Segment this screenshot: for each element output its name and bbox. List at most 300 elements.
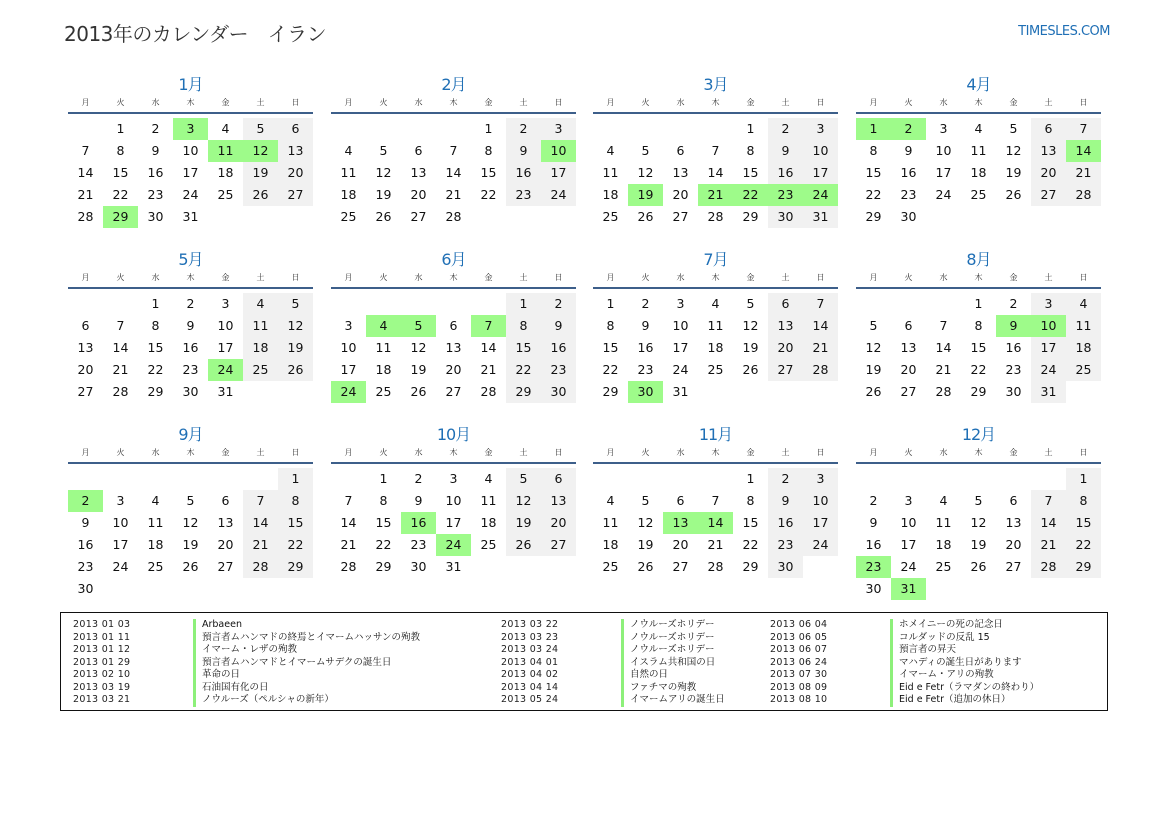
calendar-day: 6 (768, 293, 803, 315)
calendar-day: 14 (707, 165, 724, 180)
calendar-day: 30 (768, 556, 803, 578)
calendar-day: 16 (900, 165, 917, 180)
calendar-day: 28 (480, 384, 497, 399)
calendar-day: 7 (803, 293, 838, 315)
brand-link[interactable]: TIMESLES.COM (1018, 24, 1110, 39)
calendar-day: 30 (147, 209, 164, 224)
calendar-day: 20 (541, 512, 576, 534)
calendar-day: 6 (221, 493, 230, 508)
weekday-label: 月 (81, 273, 90, 282)
calendar-day: 30 (768, 206, 803, 228)
calendar-day: 17 (1031, 337, 1066, 359)
holiday-entry (73, 632, 420, 645)
holiday-date: 2013 03 21 (73, 694, 131, 705)
weekday-label: 木 (711, 448, 720, 457)
empty-cell (628, 468, 663, 490)
calendar-day: 9 (541, 315, 576, 337)
calendar-day: 30 (410, 559, 427, 574)
calendar-day: 3 (449, 471, 458, 486)
weekday-header (593, 446, 838, 464)
holiday-day: 24 (803, 184, 838, 206)
calendar-day: 7 (81, 143, 90, 158)
calendar-day: 6 (278, 118, 313, 140)
empty-cell (593, 468, 628, 490)
holiday-day: 24 (436, 534, 471, 556)
calendar-day: 22 (1066, 534, 1101, 556)
weekday-label: 火 (379, 448, 388, 457)
calendar-day: 3 (939, 121, 948, 136)
calendar-day: 8 (278, 490, 313, 512)
weekday-label: 火 (641, 273, 650, 282)
calendar-day: 24 (672, 362, 689, 377)
calendar-day: 6 (81, 318, 90, 333)
calendar-day: 27 (1005, 559, 1022, 574)
calendar-day: 7 (711, 493, 720, 508)
holiday-day: 4 (366, 315, 401, 337)
calendar-day: 30 (541, 381, 576, 403)
holiday-day: 11 (208, 140, 243, 162)
calendar-day: 14 (480, 340, 497, 355)
calendar-day: 26 (506, 534, 541, 556)
holiday-day: 14 (698, 512, 733, 534)
month-name: 10月 (436, 425, 471, 444)
weekday-label: 木 (186, 98, 195, 107)
calendar-day: 2 (541, 293, 576, 315)
calendar-day: 10 (217, 318, 234, 333)
calendar-day: 21 (1066, 162, 1101, 184)
weekday-label: 金 (1009, 448, 1018, 457)
calendar-day: 10 (182, 143, 199, 158)
calendar-day: 9 (414, 493, 423, 508)
weekday-label: 土 (519, 98, 528, 107)
calendar-day: 2 (186, 296, 195, 311)
weekday-label: 木 (449, 448, 458, 457)
calendar-day: 15 (1066, 512, 1101, 534)
calendar-day: 8 (606, 318, 615, 333)
calendar-day: 19 (970, 537, 987, 552)
holiday-entry (73, 682, 420, 695)
empty-cell (663, 118, 698, 140)
calendar-day: 6 (676, 143, 685, 158)
month-block (68, 424, 313, 600)
holiday-name: 革命の日 (193, 669, 240, 682)
calendar-day: 7 (344, 493, 353, 508)
weekday-label: 水 (414, 273, 423, 282)
calendar-day: 11 (602, 165, 619, 180)
calendar-day: 5 (869, 318, 878, 333)
holiday-name: Eid e Fetr（追加の休日） (890, 694, 1010, 707)
calendar-day: 27 (900, 384, 917, 399)
calendar-day: 18 (935, 537, 952, 552)
calendar-day: 28 (1066, 184, 1101, 206)
calendar-day: 13 (768, 315, 803, 337)
calendar-day: 3 (221, 296, 230, 311)
calendar-day: 25 (147, 559, 164, 574)
calendar-day: 29 (865, 209, 882, 224)
calendar-day: 27 (672, 209, 689, 224)
calendar-day: 19 (506, 512, 541, 534)
weekday-label: 月 (344, 98, 353, 107)
calendar-day: 2 (869, 493, 878, 508)
calendar-day: 1 (484, 121, 493, 136)
holiday-entry (770, 682, 1039, 695)
holiday-entry (73, 694, 420, 707)
calendar-day: 4 (221, 121, 230, 136)
weekday-label: 水 (151, 98, 160, 107)
calendar-day: 3 (541, 118, 576, 140)
weekday-label: 木 (974, 98, 983, 107)
empty-cell (436, 293, 471, 315)
calendar-day: 10 (672, 318, 689, 333)
calendar-day: 19 (243, 162, 278, 184)
weekday-label: 日 (1079, 273, 1088, 282)
calendar-day: 3 (1031, 293, 1066, 315)
calendar-day: 19 (742, 340, 759, 355)
weekday-label: 金 (746, 448, 755, 457)
holiday-date: 2013 04 02 (501, 669, 559, 680)
holiday-column (73, 619, 420, 707)
holiday-day: 10 (1031, 315, 1066, 337)
month-name: 3月 (703, 75, 728, 94)
calendar-day: 16 (1005, 340, 1022, 355)
calendar-day: 22 (602, 362, 619, 377)
calendar-day: 10 (803, 490, 838, 512)
weekday-label: 金 (1009, 98, 1018, 107)
calendar-day: 6 (449, 318, 458, 333)
weekday-label: 月 (81, 98, 90, 107)
calendar-day: 13 (77, 340, 94, 355)
calendar-day: 3 (344, 318, 353, 333)
calendar-day: 21 (77, 187, 94, 202)
calendar-day: 26 (1005, 187, 1022, 202)
weekday-label: 土 (256, 273, 265, 282)
calendar-day: 27 (541, 534, 576, 556)
calendar-day: 11 (243, 315, 278, 337)
calendar-day: 22 (865, 187, 882, 202)
day-grid (593, 118, 838, 228)
calendar-day: 18 (707, 340, 724, 355)
calendar-day: 13 (541, 490, 576, 512)
holiday-day: 19 (628, 184, 663, 206)
weekday-label: 火 (116, 273, 125, 282)
calendar-day: 28 (77, 209, 94, 224)
empty-cell (366, 293, 401, 315)
calendar-day: 22 (506, 359, 541, 381)
calendar-day: 26 (410, 384, 427, 399)
calendar-day: 7 (1031, 490, 1066, 512)
holiday-name: Arbaeen (193, 619, 242, 632)
holiday-date: 2013 02 10 (73, 669, 131, 680)
calendar-day: 10 (445, 493, 462, 508)
month-name: 5月 (178, 250, 203, 269)
calendar-day: 20 (77, 362, 94, 377)
calendar-day: 25 (602, 209, 619, 224)
calendar-day: 18 (1066, 337, 1101, 359)
calendar-day: 11 (935, 515, 952, 530)
holiday-day: 31 (891, 578, 926, 600)
calendar-day: 4 (1066, 293, 1101, 315)
calendar-day: 10 (935, 143, 952, 158)
day-grid (856, 293, 1101, 403)
calendar-day: 21 (935, 362, 952, 377)
weekday-label: 日 (816, 273, 825, 282)
holiday-day: 23 (768, 184, 803, 206)
calendar-day: 18 (602, 537, 619, 552)
weekday-header (856, 271, 1101, 289)
weekday-header (856, 96, 1101, 114)
weekday-label: 木 (974, 273, 983, 282)
calendar-day: 30 (182, 384, 199, 399)
calendar-day: 7 (711, 143, 720, 158)
weekday-label: 木 (974, 448, 983, 457)
weekday-header (331, 96, 576, 114)
calendar-day: 3 (904, 493, 913, 508)
calendar-day: 18 (970, 165, 987, 180)
weekday-label: 日 (291, 448, 300, 457)
calendar-day: 15 (375, 515, 392, 530)
holiday-name: イマームアリの誕生日 (621, 694, 725, 707)
weekday-label: 火 (904, 273, 913, 282)
calendar-day: 4 (484, 471, 493, 486)
calendar-day: 26 (375, 209, 392, 224)
holiday-name: ホメイニーの死の記念日 (890, 619, 1003, 632)
calendar-day: 29 (970, 384, 987, 399)
calendar-day: 30 (77, 581, 94, 596)
calendar-day: 9 (506, 140, 541, 162)
calendar-day: 11 (970, 143, 987, 158)
holiday-day: 12 (243, 140, 278, 162)
holiday-day: 24 (208, 359, 243, 381)
calendar-day: 22 (742, 537, 759, 552)
holiday-day: 2 (68, 490, 103, 512)
holiday-list (60, 612, 1108, 711)
holiday-day: 5 (401, 315, 436, 337)
empty-cell (856, 293, 891, 315)
calendar-day: 27 (672, 559, 689, 574)
calendar-day: 30 (1005, 384, 1022, 399)
holiday-name: ノウルーズホリデー (621, 644, 715, 657)
calendar-day: 18 (340, 187, 357, 202)
calendar-day: 16 (506, 162, 541, 184)
calendar-day: 7 (939, 318, 948, 333)
month-block (68, 74, 313, 228)
calendar-day: 4 (151, 493, 160, 508)
calendar-day: 11 (340, 165, 357, 180)
calendar-day: 17 (217, 340, 234, 355)
holiday-entry (770, 632, 1039, 645)
holiday-name: イマーム・レザの殉教 (193, 644, 297, 657)
holiday-date: 2013 03 19 (73, 681, 131, 693)
holiday-entry (770, 694, 1039, 707)
weekday-label: 月 (344, 448, 353, 457)
weekday-label: 火 (904, 448, 913, 457)
calendar-day: 25 (602, 559, 619, 574)
holiday-name: イマーム・アリの殉教 (890, 669, 994, 682)
calendar-day: 11 (707, 318, 724, 333)
holiday-name: ノウルーズホリデー (621, 632, 715, 645)
weekday-label: 金 (1009, 273, 1018, 282)
calendar-day: 6 (541, 468, 576, 490)
calendar-day: 15 (506, 337, 541, 359)
empty-cell (698, 118, 733, 140)
holiday-day: 23 (856, 556, 891, 578)
calendar-day: 19 (1005, 165, 1022, 180)
weekday-label: 月 (81, 448, 90, 457)
calendar-day: 1 (746, 471, 755, 486)
calendar-day: 17 (803, 162, 838, 184)
holiday-date: 2013 04 01 (501, 656, 559, 668)
month-name: 6月 (441, 250, 466, 269)
calendar-day: 5 (1009, 121, 1018, 136)
calendar-day: 9 (768, 140, 803, 162)
calendar-day: 16 (768, 162, 803, 184)
holiday-day: 29 (103, 206, 138, 228)
weekday-label: 日 (816, 98, 825, 107)
empty-cell (366, 118, 401, 140)
holiday-entry (501, 669, 725, 682)
weekday-label: 金 (221, 98, 230, 107)
calendar-day: 18 (217, 165, 234, 180)
weekday-label: 金 (746, 273, 755, 282)
holiday-date: 2013 08 10 (770, 694, 828, 705)
empty-cell (331, 118, 366, 140)
calendar-day: 12 (410, 340, 427, 355)
month-name: 11月 (698, 425, 733, 444)
calendar-day: 7 (116, 318, 125, 333)
calendar-day: 14 (803, 315, 838, 337)
month-name: 12月 (961, 425, 996, 444)
calendar-day: 21 (243, 534, 278, 556)
holiday-entry (73, 657, 420, 670)
calendar-day: 5 (186, 493, 195, 508)
calendar-day: 13 (1031, 140, 1066, 162)
calendar-day: 27 (1031, 184, 1066, 206)
weekday-label: 水 (939, 448, 948, 457)
calendar-day: 18 (480, 515, 497, 530)
holiday-name: コルダッドの反乱 15 (890, 632, 990, 645)
calendar-day: 17 (803, 512, 838, 534)
calendar-day: 5 (641, 143, 650, 158)
weekday-label: 月 (869, 448, 878, 457)
calendar-day: 26 (243, 184, 278, 206)
calendar-day: 17 (900, 537, 917, 552)
calendar-day: 8 (1066, 490, 1101, 512)
weekday-label: 土 (519, 448, 528, 457)
calendar-day: 31 (445, 559, 462, 574)
weekday-header (68, 446, 313, 464)
weekday-label: 木 (711, 273, 720, 282)
day-grid (68, 293, 313, 403)
calendar-day: 19 (637, 537, 654, 552)
calendar-day: 9 (768, 490, 803, 512)
weekday-label: 日 (554, 98, 563, 107)
calendar-day: 20 (672, 537, 689, 552)
calendar-day: 15 (742, 515, 759, 530)
weekday-label: 木 (186, 273, 195, 282)
empty-cell (331, 293, 366, 315)
calendar-day: 23 (410, 537, 427, 552)
holiday-entry (770, 669, 1039, 682)
weekday-header (68, 96, 313, 114)
calendar-day: 1 (506, 293, 541, 315)
day-grid (331, 293, 576, 403)
calendar-day: 28 (707, 209, 724, 224)
day-grid (331, 118, 576, 228)
empty-cell (926, 293, 961, 315)
calendar-day: 7 (449, 143, 458, 158)
empty-cell (663, 468, 698, 490)
holiday-day: 30 (628, 381, 663, 403)
weekday-label: 日 (1079, 448, 1088, 457)
calendar-day: 22 (147, 362, 164, 377)
weekday-label: 金 (484, 273, 493, 282)
calendar-day: 21 (480, 362, 497, 377)
calendar-day: 27 (445, 384, 462, 399)
calendar-day: 21 (707, 537, 724, 552)
calendar-day: 27 (278, 184, 313, 206)
calendar-day: 14 (77, 165, 94, 180)
calendar-day: 19 (410, 362, 427, 377)
holiday-day: 21 (698, 184, 733, 206)
weekday-label: 水 (414, 98, 423, 107)
calendar-day: 10 (803, 140, 838, 162)
calendar-day: 28 (112, 384, 129, 399)
calendar-day: 8 (116, 143, 125, 158)
holiday-date: 2013 07 30 (770, 669, 828, 680)
month-block (593, 424, 838, 578)
weekday-header (331, 271, 576, 289)
holiday-name: ノウルーズ（ペルシャの新年） (193, 694, 334, 707)
calendar-day: 16 (637, 340, 654, 355)
holiday-date: 2013 03 23 (501, 631, 559, 643)
holiday-date: 2013 01 03 (73, 619, 131, 630)
weekday-label: 水 (939, 98, 948, 107)
empty-cell (891, 468, 926, 490)
calendar-day: 13 (672, 165, 689, 180)
calendar-day: 29 (742, 559, 759, 574)
calendar-day: 13 (410, 165, 427, 180)
weekday-label: 火 (379, 98, 388, 107)
weekday-label: 火 (379, 273, 388, 282)
calendar-day: 10 (340, 340, 357, 355)
empty-cell (856, 468, 891, 490)
calendar-day: 21 (340, 537, 357, 552)
holiday-date: 2013 03 24 (501, 644, 559, 655)
calendar-day: 26 (637, 209, 654, 224)
holiday-date: 2013 01 12 (73, 644, 131, 655)
calendar-day: 3 (676, 296, 685, 311)
calendar-day: 2 (151, 121, 160, 136)
calendar-day: 27 (77, 384, 94, 399)
empty-cell (996, 468, 1031, 490)
weekday-label: 水 (676, 98, 685, 107)
calendar-day: 13 (217, 515, 234, 530)
holiday-name: ファチマの殉教 (621, 682, 696, 695)
calendar-day: 3 (116, 493, 125, 508)
holiday-date: 2013 05 24 (501, 694, 559, 705)
calendar-day: 28 (243, 556, 278, 578)
weekday-label: 月 (606, 273, 615, 282)
holiday-day: 16 (401, 512, 436, 534)
calendar-day: 25 (707, 362, 724, 377)
calendar-day: 2 (506, 118, 541, 140)
calendar-day: 29 (742, 209, 759, 224)
holiday-column (501, 619, 725, 707)
weekday-header (68, 271, 313, 289)
month-name: 2月 (441, 75, 466, 94)
calendar-day: 25 (1066, 359, 1101, 381)
calendar-day: 12 (375, 165, 392, 180)
